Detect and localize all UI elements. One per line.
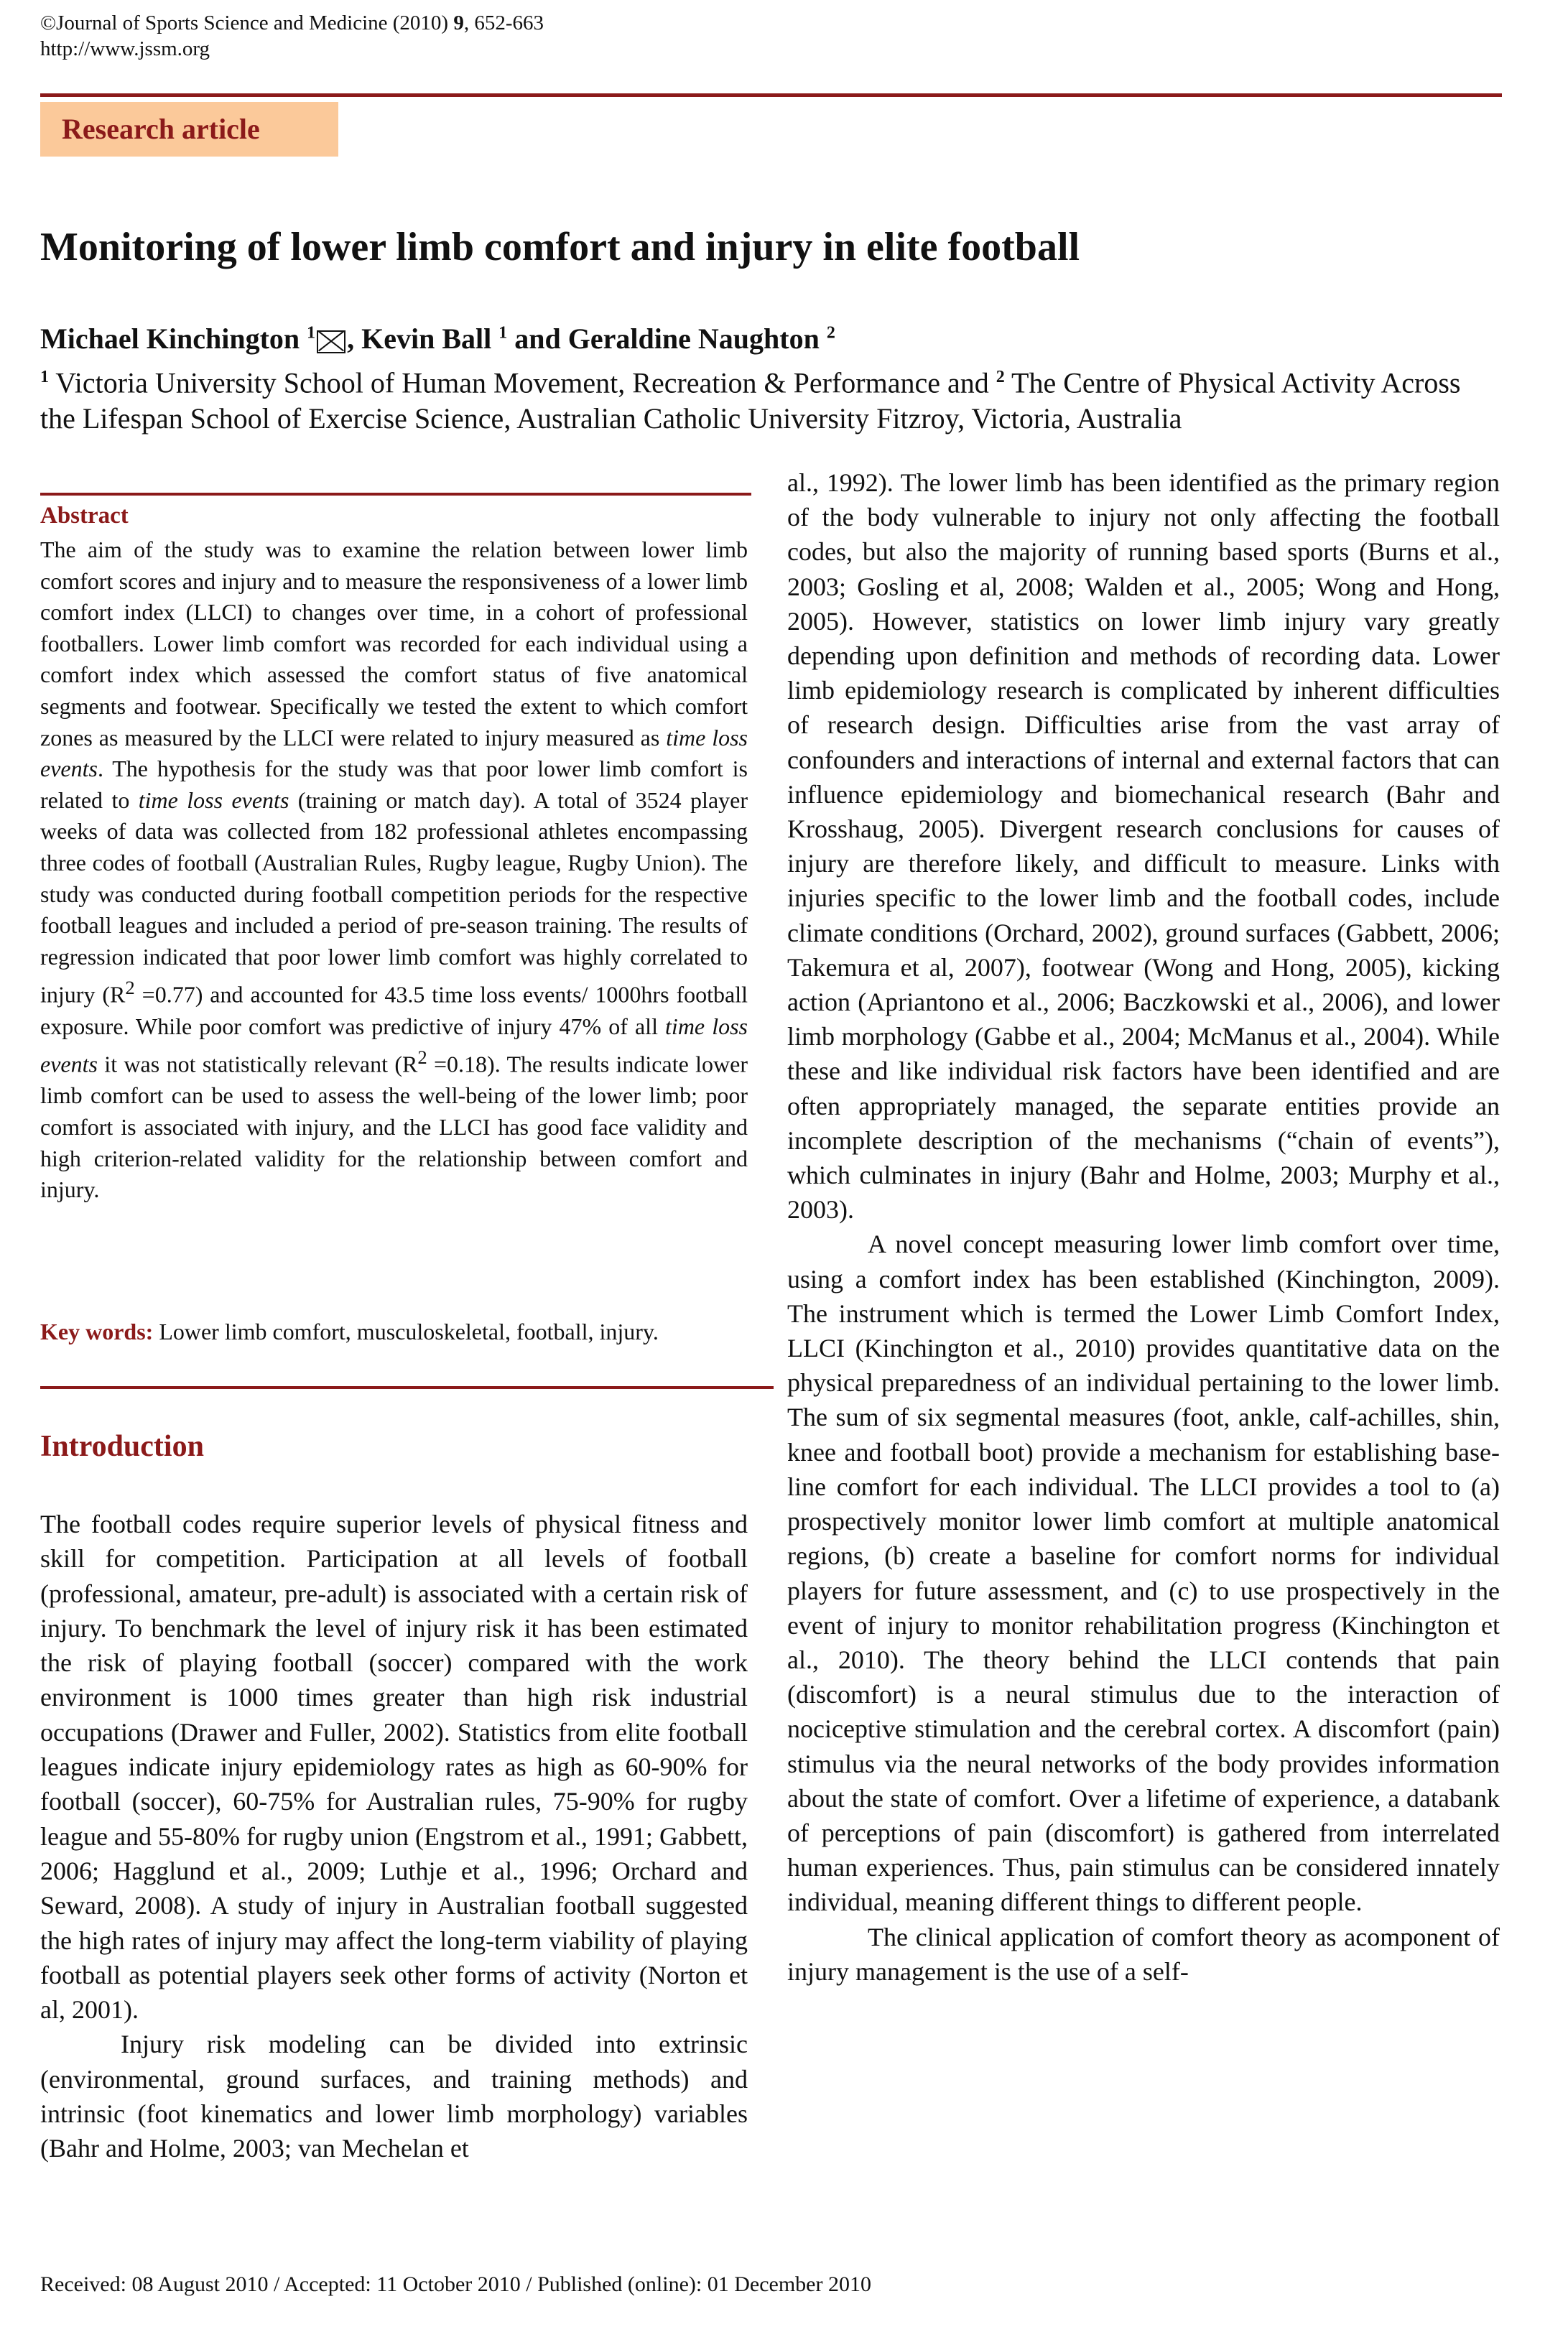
author-list: Michael Kinchington $^1$ , Kevin Ball $^1$ and Geraldine Naughton $^2$ bbox=[40, 322, 835, 355]
abstract-bottom-rule bbox=[40, 1386, 774, 1389]
author-ball: , Kevin Ball bbox=[347, 322, 499, 355]
author-kinchington: Michael Kinchington bbox=[40, 322, 307, 355]
abstract-top-rule bbox=[40, 493, 751, 496]
introduction-body bbox=[40, 1507, 748, 2166]
author-naughton: and Geraldine Naughton bbox=[507, 322, 827, 355]
keywords-text: Lower limb comfort, musculoskeletal, football, injury. bbox=[153, 1319, 659, 1344]
article-type-badge bbox=[40, 102, 338, 157]
right-column-body bbox=[787, 465, 1500, 1989]
journal-header bbox=[40, 10, 544, 62]
introduction-heading: Introduction bbox=[40, 1430, 204, 1463]
paragraph: Injury risk modeling can be divided into extrinsic (environmental, ground surfaces, and training methods) and intrinsic (foot kinematics and lower limb morphology) variables (Bahr and Holme, 2003; van Mechelan et bbox=[40, 2030, 748, 2163]
email-icon[interactable] bbox=[317, 330, 345, 353]
publication-dates: Received: 08 August 2010 / Accepted: 11 October 2010 / Published (online): 01 December 2010 bbox=[40, 2272, 871, 2296]
header-divider bbox=[40, 93, 1502, 97]
keywords bbox=[40, 1316, 748, 1347]
abstract-body: The aim of the study was to examine the relation between lower limb comfort scores and injury and to measure the responsiveness of a lower limb comfort index (LLCI) to changes over time, in a cohort of professional footballers. Lower limb comfort was recorded for each individual using a comfort index which assessed the comfort status of five anatomical segments and footwear. Specifically we tested the extent to which comfort zones as measured by the LLCI were related to injury measured as time loss events. The hypothesis for the study was that poor lower limb comfort is related to time loss events (training or match day). A total of 3524 player weeks of data was collected from 182 professional athletes encompassing three codes of football (Australian Rules, Rugby league, Rugby Union). The study was conducted during football competition periods for the respective football leagues and included a period of pre-season training. The results of regression indicated that poor lower limb comfort was highly correlated to injury $(R^2 =0.77)$ and accounted for 43.5 time loss events/ 1000hrs football exposure. While poor comfort was predictive of injury 47% of all time loss events it was not statistically relevant $(R^2 =0.18)$. The results indicate lower limb comfort can be used to assess the well-being of the lower limb; poor comfort is associated with injury, and the LLCI has good face validity and high criterion-related validity for the relationship between comfort and injury. bbox=[40, 537, 748, 1203]
paragraph: al., 1992). The lower limb has been identified as the primary region of the body vulnerable to injury not only affecting the football codes, but also the majority of running based sports (Burns et al., 2003; Gosling et al, 2008; Walden et al., 2005; Wong and Hong, 2005). However, statistics on lower limb injury vary greatly depending upon definition and methods of recording data. Lower limb epidemiology research is complicated by inherent difficulties of research design. Difficulties arise from the vast array of confounders and interactions of internal and external factors that can influence epidemiology and biomechanical research (Bahr and Krosshaug, 2005). Divergent research conclusions for causes of injury are therefore likely, and difficult to measure. Links with injuries specific to the lower limb and the football codes, include climate conditions (Orchard, 2002), ground surfaces (Gabbett, 2006; Takemura et al, 2007), footwear (Wong and Hong, 2005), kicking action (Apriantono et al., 2006; Baczkowski et al., 2006), and lower limb morphology (Gabbe et al., 2004; McManus et al., 2004). While these and like individual risk factors have been identified and are often appropriately managed, the separate entities provide an incomplete description of the mechanisms (“chain of events”), which culminates in injury (Bahr and Holme, 2003; Murphy et al., 2003). bbox=[787, 468, 1500, 1225]
abstract-heading: Abstract bbox=[40, 503, 129, 529]
article-title: Monitoring of lower limb comfort and injury in elite football bbox=[40, 225, 1080, 269]
journal-citation: ©Journal of Sports Science and Medicine (2010) 9, 652-663 bbox=[40, 11, 544, 34]
paragraph: The clinical application of comfort theory as acomponent of injury management is the use of a self- bbox=[787, 1922, 1500, 1986]
affiliations: $^1$ Victoria University School of Human Movement, Recreation & Performance and $^2$ The Centre of Physical Activity Across the Lifespan School of Exercise Science, Australian Catholic University Fitzroy, Victoria, Australia bbox=[40, 366, 1461, 435]
paragraph: The football codes require superior levels of physical fitness and skill for competition. Participation at all levels of football (professional, amateur, pre-adult) is associated with a certain risk of injury. To benchmark the level of injury risk it has been estimated the risk of playing football (soccer) compared with the work environment is 1000 times greater than high risk industrial occupations (Drawer and Fuller, 2002). Statistics from elite football leagues indicate injury epidemiology rates as high as 60-90% for football (soccer), 60-75% for Australian rules, 75-90% for rugby league and 55-80% for rugby union (Engstrom et al., 1991; Gabbett, 2006; Hagglund et al., 2009; Luthje et al., 1996; Orchard and Seward, 2008). A study of injury in Australian football suggested the high rates of injury may affect the long-term viability of playing football as potential players seek other forms of activity (Norton et al, 2001). bbox=[40, 1510, 748, 2025]
article-type-label: Research article bbox=[62, 113, 260, 145]
paragraph: A novel concept measuring lower limb comfort over time, using a comfort index has been established (Kinchington, 2009). The instrument which is termed the Lower Limb Comfort Index, LLCI (Kinchington et al., 2010) provides quantitative data on the physical preparedness of an individual pertaining to the lower limb. The sum of six segmental measures (foot, ankle, calf-achilles, shin, knee and football boot) provide a mechanism for establishing base-line comfort for each individual. The LLCI provides a tool to (a) prospectively monitor lower limb comfort at multiple anatomical regions, (b) create a baseline for comfort norms for individual players for future assessment, and (c) to use prospectively in the event of injury to monitor rehabilitation progress (Kinchington et al., 2010). The theory behind the LLCI contends that pain (discomfort) is a neural stimulus due to the interaction of nociceptive stimulation and the cerebral cortex. A discomfort (pain) stimulus via the neural networks of the body provides information about the state of comfort. Over a lifetime of experience, a databank of perceptions of pain (discomfort) is gathered from interrelated human experiences. Thus, pain stimulus can be considered innately individual, meaning different things to different people. bbox=[787, 1230, 1500, 1917]
journal-url[interactable]: http://www.jssm.org bbox=[40, 37, 210, 60]
keywords-label: Key words: bbox=[40, 1319, 154, 1344]
journal-volume: 9 bbox=[453, 11, 464, 34]
